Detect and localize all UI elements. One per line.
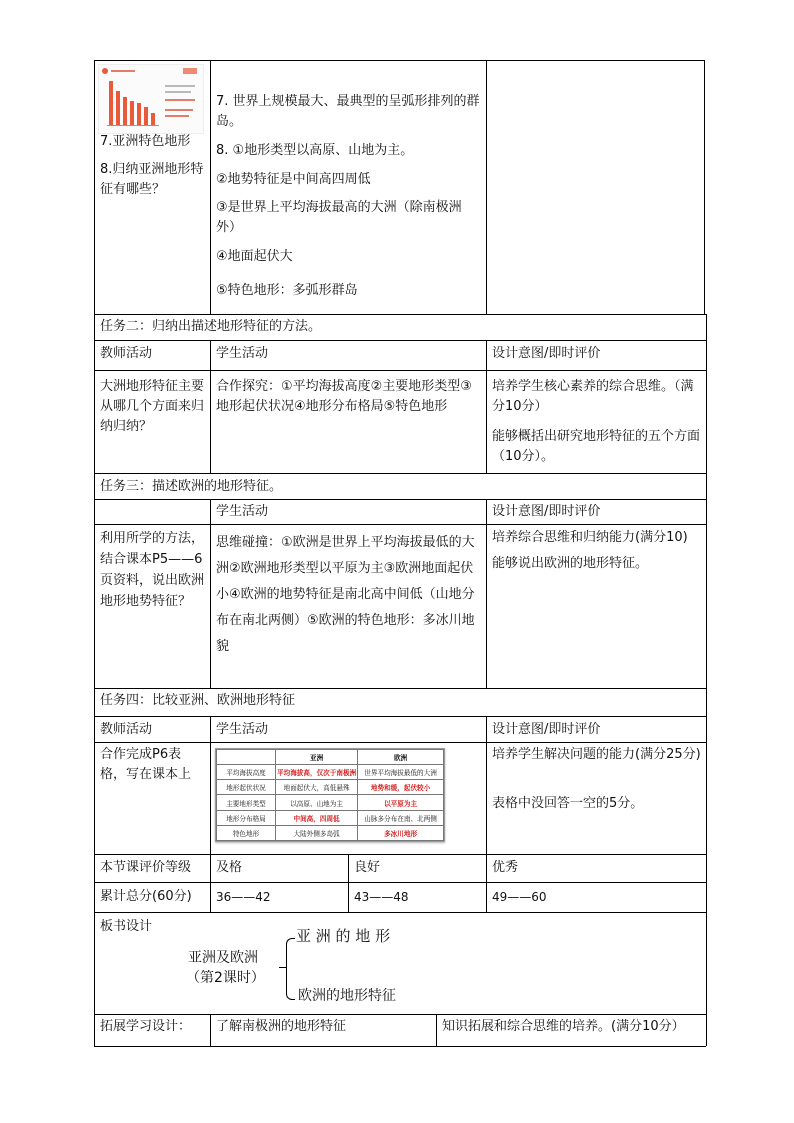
task4-design-2: 表格中没回答一空的5分。	[492, 796, 644, 811]
rule	[210, 499, 211, 688]
rule	[94, 499, 706, 500]
header-teacher: 教师活动	[100, 346, 153, 361]
board-label: 板书设计	[100, 919, 153, 934]
rule	[94, 524, 706, 525]
rule	[486, 499, 487, 688]
compare-cell: 平均海拔高，仅次于南极洲	[276, 765, 358, 780]
task2-design-2: 能够概括出研究地形特征的五个方面（10分）。	[492, 429, 701, 464]
rule	[94, 716, 706, 717]
rule	[486, 340, 487, 473]
compare-cell: 山脉多分布在南、北两侧	[358, 810, 444, 825]
rule	[94, 314, 706, 315]
task2-design-1: 培养学生核心素养的综合思维。（满分10分）	[492, 379, 694, 414]
task4-teacher: 合作完成P6表格，写在课本上	[100, 747, 192, 782]
board-branch-1: 亚 洲 的 地 形	[296, 927, 391, 945]
board-bracket	[286, 938, 295, 1000]
answer-8: 8. ①地形类型以高原、山地为主。	[216, 143, 414, 158]
rule	[94, 473, 706, 474]
task4-title: 任务四：比较亚洲、欧洲地形特征	[100, 693, 296, 708]
rule	[94, 882, 706, 883]
header-student: 学生活动	[216, 504, 269, 519]
compare-row-label: 主要地形类型	[217, 795, 276, 810]
task2-teacher: 大洲地形特征主要从哪几个方面来归纳归纳？	[100, 379, 205, 434]
task3-teacher: 利用所学的方法，结合课本P5——6页资料，说出欧洲地形地势特征？	[100, 531, 205, 609]
compare-cell: 大陆外侧多岛弧	[276, 825, 358, 840]
bracket-notch	[279, 967, 286, 968]
grade-pass: 及格	[216, 860, 243, 875]
rule	[486, 60, 487, 314]
answer-8-4: ④地面起伏大	[216, 249, 293, 264]
range-pass: 36——42	[216, 890, 271, 904]
answer-8-5: ⑤特色地形：多弧形群岛	[216, 283, 358, 298]
compare-row-label: 特色地形	[217, 825, 276, 840]
compare-row-label: 平均海拔高度	[217, 765, 276, 780]
range-good: 43——48	[354, 890, 409, 904]
compare-header	[217, 750, 276, 765]
compare-row-label: 地形分布格局	[217, 810, 276, 825]
rule	[94, 60, 95, 314]
rule	[94, 742, 706, 743]
extension-content: 了解南极洲的地形特征	[216, 1019, 347, 1034]
rule	[94, 912, 706, 913]
board-title: 亚洲及欧洲	[188, 950, 258, 966]
header-student: 学生活动	[216, 346, 269, 361]
rule	[94, 1046, 706, 1047]
rule	[210, 1014, 211, 1046]
compare-cell: 以高原、山地为主	[276, 795, 358, 810]
rule	[94, 1014, 706, 1015]
compare-cell: 中间高，四周低	[276, 810, 358, 825]
grading-label: 本节课评价等级	[100, 860, 192, 875]
chart-thumbnail	[98, 64, 204, 134]
rule	[704, 60, 705, 314]
header-design: 设计意图/即时评价	[492, 722, 601, 737]
task3-design-1: 培养综合思维和归纳能力(满分10)	[492, 530, 688, 545]
rule	[94, 314, 95, 1046]
compare-cell: 地势和缓，起伏较小	[358, 780, 444, 795]
compare-cell: 世界平均海拔最低的大洲	[358, 765, 444, 780]
task4-design-1: 培养学生解决问题的能力(满分25分)	[492, 747, 701, 762]
compare-header: 欧洲	[358, 750, 444, 765]
total-score-label: 累计总分(60分)	[100, 889, 192, 904]
extension-label: 拓展学习设计：	[100, 1019, 192, 1034]
rule	[94, 688, 706, 689]
range-excellent: 49——60	[492, 890, 547, 904]
rule	[94, 340, 706, 341]
rule	[486, 716, 487, 912]
answer-7: 7. 世界上规模最大、最典型的呈弧形排列的群岛。	[216, 94, 480, 129]
rule	[436, 1014, 437, 1046]
task2-title: 任务二：归纳出描述地形特征的方法。	[100, 319, 322, 334]
compare-cell: 多冰川地形	[358, 825, 444, 840]
extension-design: 知识拓展和综合思维的培养。(满分10分）	[442, 1019, 685, 1034]
teacher-question-8: 8.归纳亚洲地形特征有哪些？	[100, 162, 204, 197]
header-teacher: 教师活动	[100, 722, 153, 737]
compare-cell: 地面起伏大，高低悬殊	[276, 780, 358, 795]
grade-good: 良好	[354, 860, 381, 875]
header-student: 学生活动	[216, 722, 269, 737]
rule	[348, 854, 349, 912]
compare-row-label: 地形起伏状况	[217, 780, 276, 795]
rule	[94, 60, 704, 61]
rule	[94, 370, 706, 371]
rule	[210, 60, 211, 314]
rule	[210, 340, 211, 473]
board-subtitle: （第2课时）	[186, 970, 265, 986]
task3-design-2: 能够说出欧洲的地形特征。	[492, 556, 649, 571]
answer-8-3: ③是世界上平均海拔最高的大洲（除南极洲外）	[216, 200, 462, 235]
grade-excellent: 优秀	[492, 860, 519, 875]
header-design: 设计意图/即时评价	[492, 346, 601, 361]
rule	[94, 854, 706, 855]
board-branch-2: 欧洲的地形特征	[298, 988, 396, 1004]
compare-header: 亚洲	[276, 750, 358, 765]
task2-student: 合作探究：①平均海拔高度②主要地形类型③地形起伏状况④地形分布格局⑤特色地形	[216, 379, 472, 414]
task3-title: 任务三：描述欧洲的地形特征。	[100, 479, 283, 494]
header-design: 设计意图/即时评价	[492, 504, 601, 519]
rule	[706, 314, 707, 1046]
task3-student: 思维碰撞：①欧洲是世界上平均海拔最低的大洲②欧洲地形类型以平原为主③欧洲地面起伏小④欧洲的地势特征是南北高中间低（山地分布在南北两侧）⑤欧洲的特色地形：多冰川地貌	[216, 535, 475, 654]
rule	[210, 716, 211, 912]
compare-cell: 以平原为主	[358, 795, 444, 810]
comparison-table-image	[215, 748, 445, 842]
answer-8-2: ②地势特征是中间高四周低	[216, 172, 371, 187]
thumbnail-caption: 7.亚洲特色地形	[100, 134, 191, 149]
